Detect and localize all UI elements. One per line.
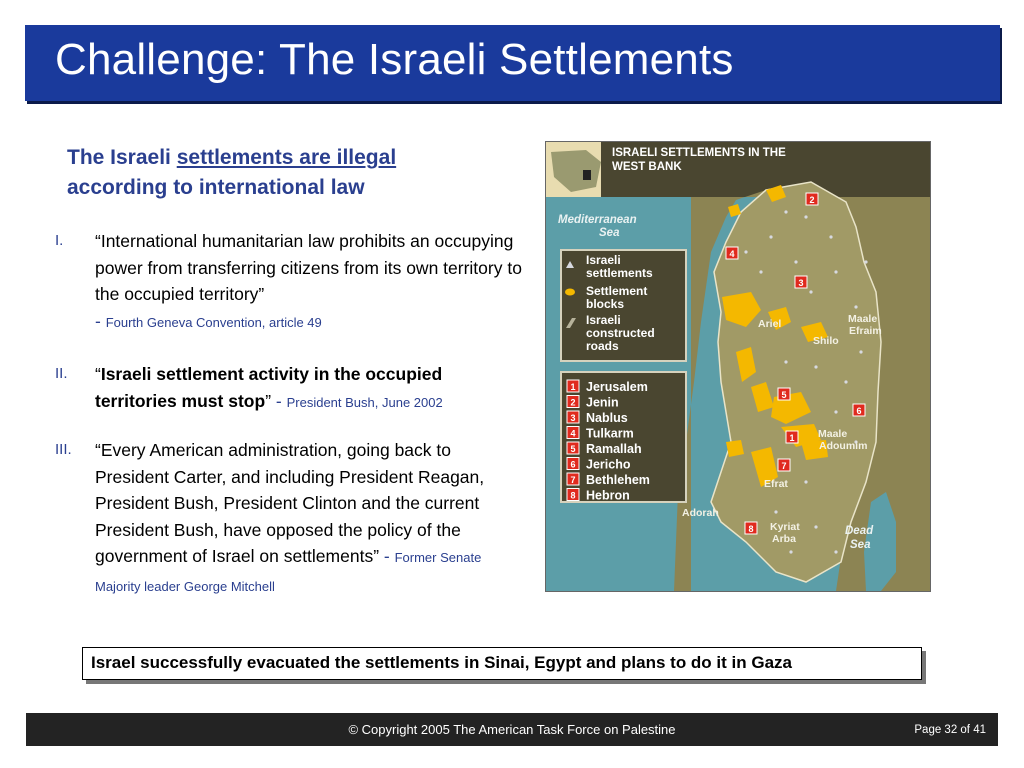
label-adorah: Adorah	[682, 507, 719, 519]
city-name: Nablus	[586, 411, 628, 425]
svg-text:3: 3	[798, 278, 804, 288]
label-maale-adoumim-1: Maale	[818, 428, 848, 440]
city-name: Bethlehem	[586, 473, 650, 487]
map-title-2: WEST BANK	[612, 161, 682, 173]
city-name: Hebron	[586, 488, 630, 503]
label-efrat: Efrat	[764, 478, 788, 490]
source-dash: -	[275, 390, 287, 411]
subtitle-post: according to international law	[67, 176, 365, 199]
inset-marker-icon	[583, 170, 591, 180]
legend-roads-1: Israeli	[586, 313, 621, 327]
west-bank-map	[545, 141, 931, 592]
quote-source: President Bush, June 2002	[286, 394, 443, 410]
svg-text:7: 7	[781, 461, 787, 471]
footer-bar	[26, 713, 998, 746]
title-bar	[25, 25, 1000, 101]
legend-blocks-1: Settlement	[586, 284, 648, 298]
quote-item-2	[55, 361, 525, 416]
label-kyriat-1: Kyriat	[770, 521, 800, 533]
legend-settlements-2: settlements	[586, 266, 653, 280]
dead-sea-label-2: Sea	[850, 539, 871, 551]
city-number: 1	[570, 382, 576, 392]
legend-roads-2: constructed	[586, 326, 655, 340]
label-maale-efraim-2: Efraim	[849, 325, 882, 337]
quote-source: Fourth Geneva Convention, article 49	[105, 314, 322, 330]
callout-text: Israel successfully evacuated the settlements in Sinai, Egypt and plans to do it in Gaza	[91, 653, 792, 672]
label-maale-adoumim-2: Adoumim	[819, 440, 868, 452]
svg-text:5: 5	[781, 390, 787, 400]
quote-item-1	[55, 228, 525, 336]
city-name: Ramallah	[586, 442, 642, 456]
city-number: 6	[570, 459, 576, 470]
settlement-block-icon	[565, 289, 575, 296]
item-number: III.	[55, 441, 72, 458]
legend-blocks-2: blocks	[586, 297, 625, 311]
label-shilo: Shilo	[813, 335, 839, 347]
item-number: II.	[55, 365, 68, 382]
svg-text:8: 8	[748, 524, 754, 534]
city-number: 7	[570, 475, 576, 485]
source-dash: -	[383, 546, 395, 566]
city-name: Jericho	[586, 457, 631, 472]
page-number: Page 32 of 41	[914, 724, 986, 736]
map-title-1: ISRAELI SETTLEMENTS IN THE	[612, 147, 786, 159]
legend-settlements-1: Israeli	[586, 253, 621, 267]
dead-sea-label-1: Dead	[845, 525, 874, 537]
quote-open: “	[95, 364, 101, 384]
city-number: 8	[570, 490, 576, 501]
legend-roads-3: roads	[586, 339, 619, 353]
svg-text:4: 4	[729, 249, 735, 259]
subtitle-pre: The Israeli	[67, 146, 177, 169]
sea-label-1: Mediterranean	[558, 214, 637, 226]
svg-text:2: 2	[809, 195, 815, 205]
label-maale-efraim-1: Maale	[848, 313, 878, 325]
label-ariel: Ariel	[758, 318, 782, 330]
source-dash: -	[95, 310, 106, 331]
city-name: Jenin	[586, 395, 619, 410]
svg-text:1: 1	[789, 433, 795, 443]
city-name: Jerusalem	[586, 380, 648, 394]
city-number: 4	[570, 428, 576, 439]
quote-source: Former Senate Majority leader George Mitchell	[95, 550, 482, 594]
item-number: I.	[55, 232, 64, 249]
callout-box	[82, 647, 922, 680]
slide-subtitle	[67, 143, 507, 203]
label-kyriat-2: Arba	[772, 533, 796, 545]
quote-text: Israeli settlement activity in the occupied territories must stop	[95, 364, 443, 411]
slide-title: Challenge: The Israeli Settlements	[55, 35, 734, 84]
quote-text: “Every American administration, going back to President Carter, and including President Reagan, President Bush, President Clinton and the current President Bush, have opposed the policy of the government of Israel on settlements”	[95, 440, 485, 566]
city-number: 5	[570, 444, 576, 454]
quote-close: ”	[265, 390, 276, 411]
quote-text: “International humanitarian law prohibits an occupying power from transferring citizens from its own territory to the occupied territory”	[95, 231, 522, 304]
subtitle-highlight: settlements are illegal	[176, 146, 397, 169]
city-number: 3	[570, 413, 576, 423]
svg-text:6: 6	[856, 406, 862, 416]
quote-item-3	[55, 437, 525, 600]
city-number: 2	[570, 397, 576, 408]
footer-copyright: © Copyright 2005 The American Task Force on Palestine	[348, 722, 676, 737]
city-name: Tulkarm	[586, 426, 634, 441]
sea-label-2: Sea	[599, 227, 620, 239]
